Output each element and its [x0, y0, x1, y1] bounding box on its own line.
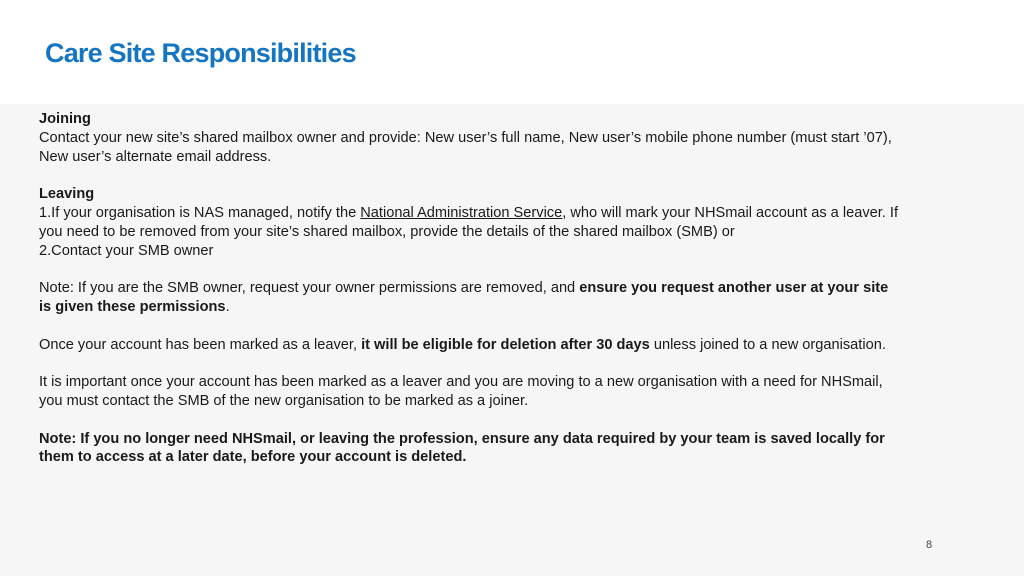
joining-text: Contact your new site’s shared mailbox owner and provide: New user’s full name, New user’s mobile phone number (must start ’07), New user’s alternate email address.: [39, 129, 892, 165]
slide-header: [0, 0, 1024, 104]
leaving-step-2: 2.Contact your SMB owner: [39, 242, 214, 259]
smb-owner-note-prefix: Note: If you are the SMB owner, request your owner permissions are removed, and: [39, 280, 580, 297]
leaver-deletion-suffix: unless joined to a new organisation.: [649, 336, 886, 353]
slide-body: [39, 110, 899, 486]
joining-section: [39, 110, 899, 166]
final-note: Note: If you no longer need NHSmail, or leaving the profession, ensure any data required by your team is saved locally for them to access at a later date, before your account is deleted.: [39, 430, 885, 466]
joining-heading: Joining: [39, 111, 91, 127]
leaving-step-1: [39, 204, 899, 242]
leaving-step-1-prefix: 1.If your organisation is NAS managed, notify the: [39, 204, 361, 221]
smb-owner-note-suffix: .: [225, 298, 230, 315]
slide-title: Care Site Responsibilities: [45, 38, 356, 68]
leaver-deletion-prefix: Once your account has been marked as a leaver,: [39, 336, 362, 353]
nas-link[interactable]: National Administration Service: [360, 204, 563, 221]
leaver-deletion-bold: it will be eligible for deletion after 30 days: [361, 336, 650, 353]
moving-organisation-paragraph: It is important once your account has been marked as a leaver and you are moving to a new organisation with a need for NHSmail, you must contact the SMB of the new organisation to be marked as a joiner.: [39, 374, 883, 409]
smb-owner-note: [39, 279, 899, 317]
leaving-heading: Leaving: [39, 186, 95, 203]
smb-owner-note-bold: ensure you request another user at your site is given these permissions: [39, 280, 889, 315]
leaving-step-1-suffix: , who will mark your NHSmail account as a leaver. If you need to be removed from your site’s shared mailbox, provide the details of the shared mailbox (SMB) or: [39, 204, 899, 240]
leaving-section: [39, 185, 899, 260]
leaver-deletion-paragraph: [39, 336, 899, 355]
page-number: 8: [926, 539, 933, 551]
